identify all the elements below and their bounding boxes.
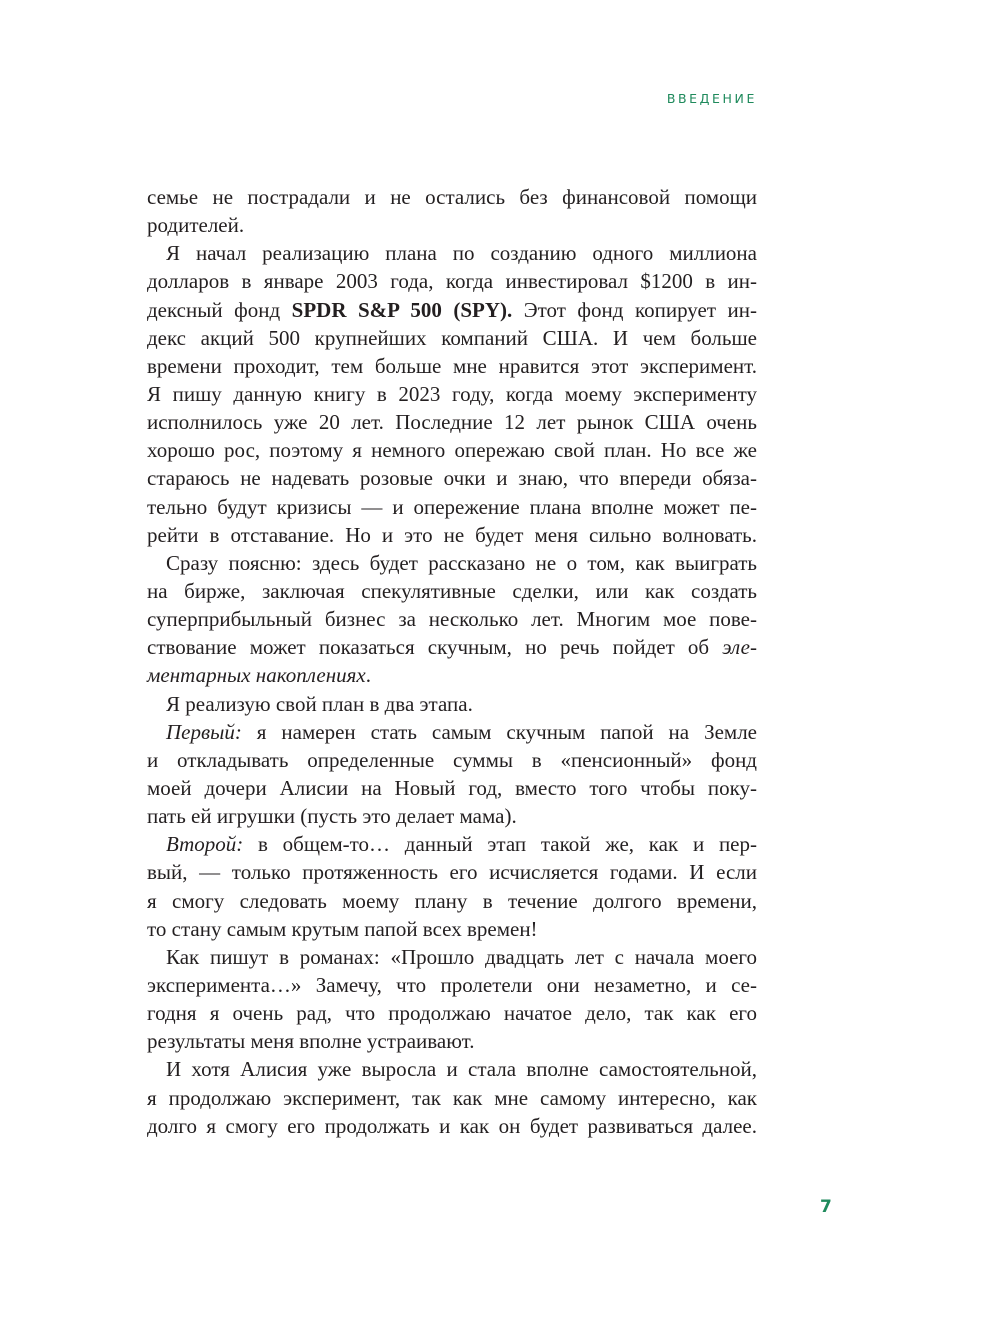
body-text	[147, 183, 757, 1140]
text-run: рейти в отставание. Но и это не будет меня сильно волновать.	[147, 522, 757, 547]
text-run: родителей.	[147, 213, 245, 238]
text-run: И хотя Алисия уже выросла и стала вполне самостоятельной,	[166, 1057, 757, 1082]
page-number: 7	[820, 1197, 832, 1217]
text-run: стараюсь не надевать розовые очки и знаю, что впереди обяза-	[147, 466, 757, 491]
text-line	[147, 436, 757, 464]
text-run: Как пишут в романах: «Прошло двадцать лет с начала моего	[166, 944, 757, 969]
text-line	[147, 746, 757, 774]
paragraph	[147, 943, 757, 1056]
text-line	[147, 324, 757, 352]
text-run: я продолжаю эксперимент, так как мне самому интересно, как	[147, 1085, 757, 1110]
text-run: семье не пострадали и не остались без финансовой помощи	[147, 185, 757, 209]
text-run: Сразу поясню: здесь будет рассказано не о том, как выиграть	[166, 550, 757, 575]
text-run: в общем-то… данный этап такой же, как и пер-	[243, 832, 757, 857]
text-run: дексный фонд	[147, 297, 292, 322]
italic-text: Первый:	[166, 719, 242, 744]
paragraph	[147, 1055, 757, 1139]
text-run: пать ей игрушки (пусть это делает мама).	[147, 804, 517, 829]
text-run: на бирже, заключая спекулятивные сделки, или как создать	[147, 578, 757, 603]
paragraph	[147, 718, 757, 831]
text-run: Этот фонд копирует ин-	[512, 297, 757, 322]
text-run: моей дочери Алисии на Новый год, вместо того чтобы поку-	[147, 775, 757, 800]
text-line	[147, 830, 757, 858]
text-line	[147, 690, 757, 718]
italic-text: эле-	[722, 635, 757, 660]
text-line	[147, 493, 757, 521]
text-run: суперприбыльный бизнес за несколько лет. Многим мое пове-	[147, 607, 757, 632]
text-line	[147, 661, 757, 689]
text-line	[147, 1084, 757, 1112]
paragraph	[147, 239, 757, 549]
text-run: долларов в январе 2003 года, когда инвестировал $1200 в ин-	[147, 269, 757, 294]
running-header: ВВЕДЕНИЕ	[666, 91, 757, 106]
text-line	[147, 774, 757, 802]
text-line	[147, 605, 757, 633]
text-line	[147, 464, 757, 492]
text-run: я смогу следовать моему плану в течение долгого времени,	[147, 888, 757, 913]
bold-text: SPDR S&P 500 (SPY).	[291, 297, 513, 322]
text-line	[147, 1055, 757, 1083]
text-run: ствование может показаться скучным, но речь пойдет об	[147, 635, 723, 660]
text-run: декс акций 500 крупнейших компаний США. И чем больше	[147, 325, 757, 350]
text-run: .	[365, 663, 371, 688]
text-run: Я начал реализацию плана по созданию одного миллиона	[166, 241, 757, 266]
text-line	[147, 999, 757, 1027]
paragraph	[147, 830, 757, 943]
text-line	[147, 858, 757, 886]
text-run: долго я смогу его продолжать и как он будет развиваться далее.	[147, 1113, 757, 1138]
text-run: исполнилось уже 20 лет. Последние 12 лет рынок США очень	[147, 410, 757, 435]
paragraph	[147, 690, 757, 718]
text-run: Я пишу данную книгу в 2023 году, когда моему эксперименту	[147, 381, 757, 406]
text-line	[147, 718, 757, 746]
text-run: и откладывать определенные суммы в «пенсионный» фонд	[147, 747, 757, 772]
text-run: вый, — только протяженность его исчисляется годами. И если	[147, 860, 757, 885]
text-line	[147, 352, 757, 380]
text-line	[147, 380, 757, 408]
text-line	[147, 549, 757, 577]
text-line	[147, 577, 757, 605]
text-line	[147, 239, 757, 267]
text-line	[147, 183, 757, 211]
text-line	[147, 408, 757, 436]
text-line	[147, 802, 757, 830]
text-run: то стану самым крутым папой всех времен!	[147, 916, 538, 941]
text-line	[147, 1027, 757, 1055]
text-run: Я реализую свой план в два этапа.	[166, 691, 473, 716]
text-run: результаты меня вполне устраивают.	[147, 1029, 475, 1054]
text-run: хорошо рос, поэтому я немного опережаю свой план. Но все же	[147, 438, 757, 463]
italic-text: Второй:	[166, 832, 244, 857]
paragraph	[147, 183, 757, 239]
text-line	[147, 521, 757, 549]
text-run: тельно будут кризисы — и опережение плана вполне может пе-	[147, 494, 757, 519]
text-line	[147, 971, 757, 999]
text-line	[147, 296, 757, 324]
paragraph	[147, 549, 757, 690]
text-line	[147, 633, 757, 661]
text-run: годня я очень рад, что продолжаю начатое дело, так как его	[147, 1001, 757, 1026]
text-line	[147, 267, 757, 295]
text-line	[147, 1112, 757, 1140]
text-line	[147, 943, 757, 971]
text-run: я намерен стать самым скучным папой на Земле	[241, 719, 757, 744]
text-run: эксперимента…» Замечу, что пролетели они незаметно, и се-	[147, 972, 757, 997]
text-run: времени проходит, тем больше мне нравится этот эксперимент.	[147, 353, 757, 378]
text-line	[147, 915, 757, 943]
italic-text: ментарных накоплениях	[147, 663, 366, 688]
text-line	[147, 211, 757, 239]
text-line	[147, 887, 757, 915]
